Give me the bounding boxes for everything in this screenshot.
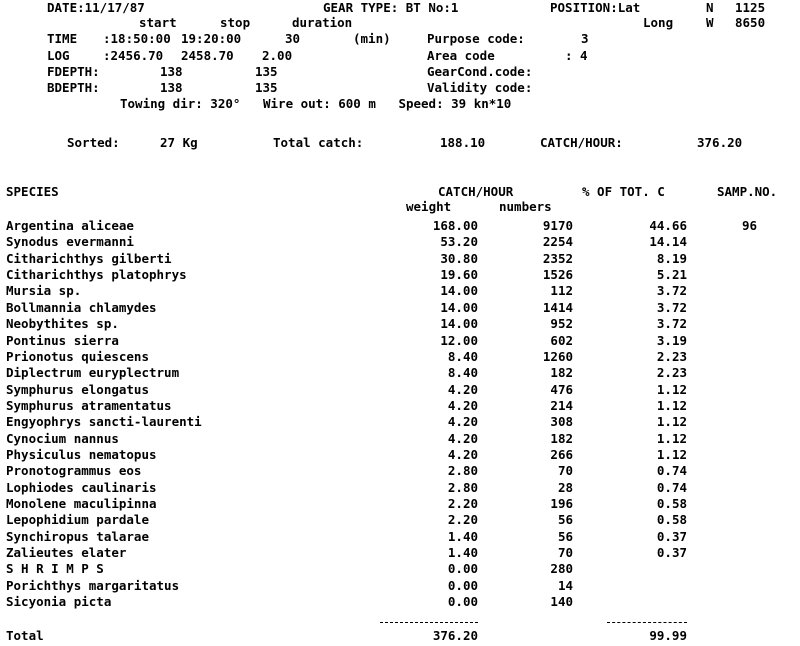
weight-cell: 12.00 <box>440 332 478 348</box>
catch-per-hour-column-header: CATCH/HOUR <box>438 184 514 199</box>
area-code-value: : 4 <box>565 48 588 63</box>
species-name-cell: Cynocium nannus <box>6 430 119 446</box>
weight-cell: 30.80 <box>440 250 478 266</box>
weight-cell: 2.20 <box>447 512 478 528</box>
percent-cell: 0.74 <box>656 463 687 479</box>
numbers-cell: 14 <box>557 577 573 593</box>
species-name-cell: Symphurus atramentatus <box>6 397 172 413</box>
total-catch-value: 188.10 <box>440 135 486 150</box>
percent-cell: 3.19 <box>656 332 687 348</box>
catch-per-hour-label: CATCH/HOUR: <box>540 135 623 150</box>
weight-cell: 168.00 <box>432 218 478 233</box>
numbers-cell: 112 <box>550 283 573 299</box>
species-name-cell: Pronotogrammus eos <box>6 463 142 479</box>
gear-type-field: GEAR TYPE: BT No:1 <box>323 0 459 15</box>
bdepth-stop: 135 <box>255 80 278 95</box>
weight-cell: 1.40 <box>447 545 478 560</box>
weight-cell: 1.40 <box>447 528 478 544</box>
species-name-cell: Monolene maculipinna <box>6 496 157 511</box>
percent-cell: 3.72 <box>656 316 687 332</box>
percent-cell: 0.58 <box>656 512 687 528</box>
numbers-cell: 280 <box>550 561 573 577</box>
species-name-cell: Citharichthys gilberti <box>6 250 172 266</box>
fdepth-stop: 135 <box>255 64 278 79</box>
weight-column-header: weight <box>406 199 452 214</box>
numbers-cell: 266 <box>550 446 573 462</box>
numbers-cell: 602 <box>550 332 573 348</box>
species-name-cell: Mursia sp. <box>6 283 82 299</box>
numbers-column-header: numbers <box>499 199 552 214</box>
total-catch-label: Total catch: <box>273 135 364 150</box>
total-weight: 376.20 <box>432 628 478 643</box>
total-label: Total <box>6 628 44 643</box>
weight-cell: 8.40 <box>447 348 478 364</box>
species-name-cell: Citharichthys platophrys <box>6 267 187 283</box>
weight-cell: 19.60 <box>440 267 478 283</box>
percent-cell: 1.12 <box>656 397 687 413</box>
percent-cell: 5.21 <box>656 267 687 283</box>
purpose-code-label: Purpose code: <box>427 31 525 46</box>
percent-cell: 1.12 <box>656 414 687 430</box>
log-duration: 2.00 <box>262 48 293 63</box>
weight-cell: 4.20 <box>447 414 478 430</box>
species-name-cell: Argentina aliceae <box>6 218 134 233</box>
numbers-cell: 28 <box>557 479 573 495</box>
sorted-label: Sorted: <box>67 135 120 150</box>
weight-cell: 4.20 <box>447 381 478 397</box>
date-field: DATE:11/17/87 <box>47 0 145 15</box>
catch-per-hour-value: 376.20 <box>697 135 743 150</box>
weight-cell: 2.80 <box>447 463 478 479</box>
numbers-cell: 9170 <box>542 218 573 233</box>
species-name-cell: Synodus evermanni <box>6 234 134 250</box>
weight-cell: 0.00 <box>447 594 478 609</box>
species-name-cell: Prionotus quiescens <box>6 348 149 364</box>
species-name-cell: Diplectrum euryplectrum <box>6 365 180 381</box>
percent-cell: 3.72 <box>656 299 687 315</box>
percent-cell: 1.12 <box>656 446 687 462</box>
species-name-cell: Physiculus nematopus <box>6 446 157 462</box>
weight-cell: 4.20 <box>447 430 478 446</box>
numbers-cell: 308 <box>550 414 573 430</box>
species-name-cell: Engyophrys sancti-laurenti <box>6 414 202 430</box>
numbers-cell: 2254 <box>542 234 573 250</box>
percent-cell: 3.72 <box>656 283 687 299</box>
weight-cell: 14.00 <box>440 283 478 299</box>
percent-of-total-column-header: % OF TOT. C <box>582 184 665 199</box>
time-stop: 19:20:00 <box>181 31 242 46</box>
total-percent: 99.99 <box>649 628 687 643</box>
species-name-cell: Lophiodes caulinaris <box>6 479 157 495</box>
weight-cell: 4.20 <box>447 446 478 462</box>
weight-cell: 4.20 <box>447 397 478 413</box>
weight-cell: 0.00 <box>447 561 478 577</box>
percent-cell: 0.37 <box>656 528 687 544</box>
weight-cell: 0.00 <box>447 577 478 593</box>
sample-number-cell: 96 <box>741 218 757 233</box>
numbers-cell: 214 <box>550 397 573 413</box>
percent-cell: 1.12 <box>656 381 687 397</box>
numbers-cell: 2352 <box>542 250 573 266</box>
lat-value: 1125 <box>735 0 766 15</box>
percent-cell: 0.37 <box>656 545 687 560</box>
percent-cell: 44.66 <box>649 218 687 233</box>
species-name-cell: S H R I M P S <box>6 561 104 577</box>
species-name-cell: Neobythites sp. <box>6 316 119 332</box>
sorted-value: 27 Kg <box>160 135 198 150</box>
numbers-cell: 140 <box>550 594 573 609</box>
gearcond-code-label: GearCond.code: <box>427 64 533 79</box>
lat-direction: N <box>706 0 714 15</box>
species-name-cell: Symphurus elongatus <box>6 381 149 397</box>
percent-cell: 0.74 <box>656 479 687 495</box>
long-label: Long <box>643 15 674 30</box>
log-stop: 2458.70 <box>181 48 234 63</box>
time-unit: (min) <box>353 31 391 46</box>
purpose-code-value: 3 <box>581 31 589 46</box>
numbers-cell: 1414 <box>542 299 573 315</box>
bdepth-label: BDEPTH: <box>47 80 100 95</box>
numbers-cell: 70 <box>557 545 573 560</box>
species-column-header: SPECIES <box>6 184 59 199</box>
numbers-cell: 476 <box>550 381 573 397</box>
species-name-cell: Porichthys margaritatus <box>6 577 180 593</box>
long-direction: W <box>706 15 714 30</box>
weight-cell: 8.40 <box>447 365 478 381</box>
percent-cell: 2.23 <box>656 348 687 364</box>
species-name-cell: Pontinus sierra <box>6 332 119 348</box>
species-name-cell: Lepophidium pardale <box>6 512 149 528</box>
weight-cell: 53.20 <box>440 234 478 250</box>
numbers-cell: 1260 <box>542 348 573 364</box>
percent-cell: 14.14 <box>649 234 687 250</box>
numbers-cell: 182 <box>550 430 573 446</box>
validity-code-label: Validity code: <box>427 80 533 95</box>
weight-cell: 14.00 <box>440 299 478 315</box>
fdepth-label: FDEPTH: <box>47 64 100 79</box>
species-name-cell: Sicyonia picta <box>6 594 112 609</box>
numbers-cell: 196 <box>550 496 573 511</box>
long-value: 8650 <box>735 15 766 30</box>
species-name-cell: Zalieutes elater <box>6 545 127 560</box>
percent-cell: 0.58 <box>656 496 687 511</box>
weight-cell: 2.80 <box>447 479 478 495</box>
weight-cell: 2.20 <box>447 496 478 511</box>
time-label: TIME <box>47 31 78 46</box>
duration-column-header: duration <box>292 15 353 30</box>
percent-total-rule <box>607 622 687 623</box>
time-start: :18:50:00 <box>103 31 171 46</box>
species-name-cell: Bollmannia chlamydes <box>6 299 157 315</box>
numbers-cell: 1526 <box>542 267 573 283</box>
percent-cell: 2.23 <box>656 365 687 381</box>
numbers-cell: 56 <box>557 512 573 528</box>
area-code-label: Area code <box>427 48 495 63</box>
time-duration: 30 <box>285 31 301 46</box>
numbers-cell: 182 <box>550 365 573 381</box>
log-label: LOG <box>47 48 70 63</box>
weight-cell: 14.00 <box>440 316 478 332</box>
stop-column-header: stop <box>220 15 251 30</box>
species-name-cell: Synchiropus talarae <box>6 528 149 544</box>
percent-cell: 8.19 <box>656 250 687 266</box>
towing-info: Towing dir: 320° Wire out: 600 m Speed: 39 kn*10 <box>120 96 512 111</box>
bdepth-start: 138 <box>160 80 183 95</box>
start-column-header: start <box>139 15 177 30</box>
fdepth-start: 138 <box>160 64 183 79</box>
numbers-cell: 56 <box>557 528 573 544</box>
percent-cell: 1.12 <box>656 430 687 446</box>
weight-total-rule <box>380 622 478 623</box>
position-label: POSITION:Lat <box>550 0 641 15</box>
sample-number-column-header: SAMP.NO. <box>717 184 778 199</box>
numbers-cell: 70 <box>557 463 573 479</box>
log-start: :2456.70 <box>103 48 164 63</box>
numbers-cell: 952 <box>550 316 573 332</box>
